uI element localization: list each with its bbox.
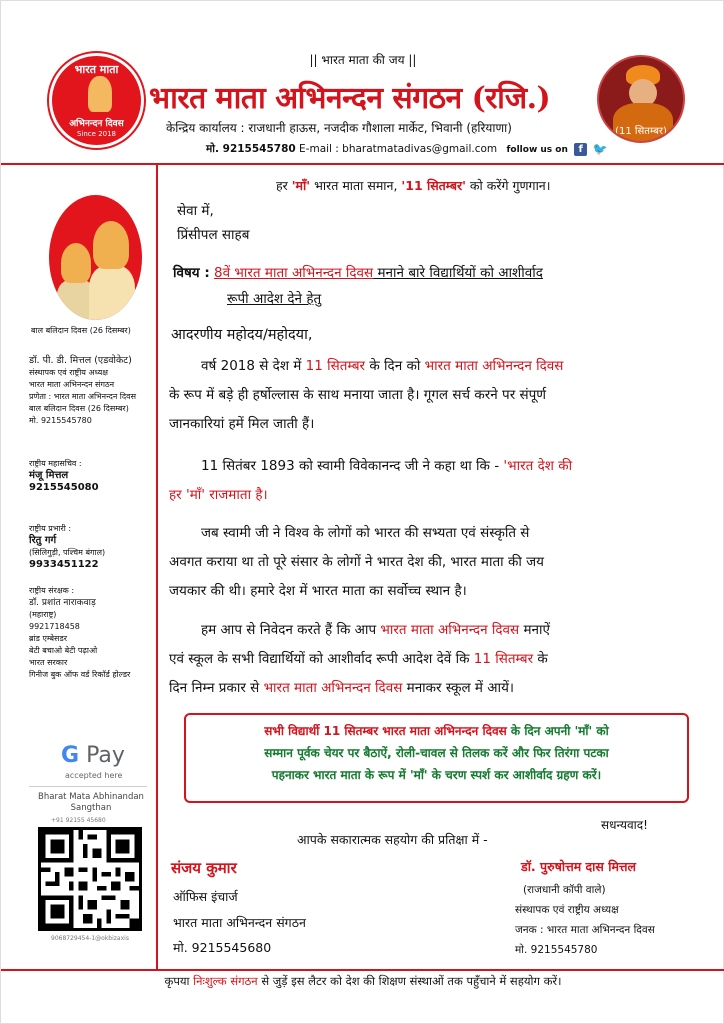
letterhead xyxy=(1,1,724,163)
footer-divider xyxy=(1,969,724,971)
signer-left-role: ऑफिस इंचार्ज xyxy=(173,889,238,904)
patron-title: राष्ट्रीय संरक्षक : xyxy=(29,586,75,595)
para4-line1 xyxy=(201,616,550,644)
founder-l3: प्रणेता : भारत माता अभिनन्दन दिवस xyxy=(29,392,136,401)
figure-head-2 xyxy=(93,221,129,269)
signer-right-name: डॉ. पुरुषोत्तम दास मित्तल xyxy=(521,859,637,874)
p2a: 11 सितंबर 1893 को स्वामी विवेकानन्द जी ने कहा था कि - xyxy=(201,458,504,474)
footer-note xyxy=(1,974,724,989)
to-line-1: सेवा में, xyxy=(177,203,214,219)
incharge-block xyxy=(29,523,154,571)
tagline xyxy=(276,177,551,194)
founder-l1: संस्थापक एवं राष्ट्रीय अध्यक्ष xyxy=(29,368,108,377)
founder-l4: बाल बलिदान दिवस (26 दिसम्बर) xyxy=(29,404,129,413)
sidebar xyxy=(1,165,156,969)
gpay-sub: accepted here xyxy=(65,771,123,780)
vivekananda-portrait xyxy=(597,55,685,143)
subject-highlight: 8वें भारत माता अभिनन्दन दिवस xyxy=(214,265,374,281)
payment-qr-code[interactable] xyxy=(38,827,142,931)
incharge-title: राष्ट्रीय प्रभारी : xyxy=(29,524,72,533)
sidebar-divider xyxy=(156,163,158,969)
tagline-d: '11 सितम्बर' xyxy=(401,178,466,193)
upi-id: 9068729454-1@okbizaxis xyxy=(51,935,129,942)
footer-a: कृपया xyxy=(164,974,194,988)
to-line-2: प्रिंसीपल साहब xyxy=(177,227,250,243)
para2-line2: हर 'माँ' राजमाता है। xyxy=(169,487,268,503)
twitter-icon[interactable]: 🐦 xyxy=(592,142,608,156)
p1a: वर्ष 2018 से देश में xyxy=(201,358,306,374)
subject-rest: मनाने बारे विद्यार्थियों को आशीर्वाद xyxy=(373,265,543,281)
instruction-box xyxy=(184,713,689,803)
await-line: आपके सकारात्मक सहयोग की प्रतिक्षा में - xyxy=(297,832,488,847)
para2-line1 xyxy=(201,452,572,480)
founder-block xyxy=(29,355,154,427)
portrait-caption: (11 सितम्बर) xyxy=(615,126,667,137)
patron-l1: (महाराष्ट्र) xyxy=(29,610,57,619)
para4-line3 xyxy=(169,674,514,702)
p4-3c: मनाकर स्कूल में आयें। xyxy=(402,680,515,696)
facebook-icon[interactable]: f xyxy=(574,143,587,156)
figure-head-1 xyxy=(61,243,91,283)
p1c: के दिन को xyxy=(365,358,425,374)
p4-3b: भारत माता अभिनन्दन दिवस xyxy=(263,680,403,696)
patron-block xyxy=(29,585,154,681)
gpay-g-icon: G xyxy=(61,743,80,768)
founder-l2: भारत माता अभिनन्दन संगठन xyxy=(29,380,115,389)
p4-2c: के xyxy=(533,651,548,667)
signer-left-org: भारत माता अभिनन्दन संगठन xyxy=(173,915,306,930)
jai-slogan: || भारत माता की जय || xyxy=(309,53,417,67)
p4-2a: एवं स्कूल के सभी विद्यार्थियों को आशीर्वाद रूपी आदेश देवें कि xyxy=(169,651,474,667)
figure-body-2 xyxy=(89,265,135,320)
patron-l5: गिनीज बुक ऑफ वर्ड रिकॉर्ड होल्डर xyxy=(29,670,131,679)
p1d: भारत माता अभिनन्दन दिवस xyxy=(424,358,564,374)
p4a: हम आप से निवेदन करते हैं कि आप xyxy=(201,622,381,638)
para1-line3: जानकारियां हमें मिल जाती हैं। xyxy=(169,416,315,432)
qr-caption: Bharat Mata Abhinandan Sangthan xyxy=(38,792,144,813)
gpay-logo xyxy=(61,743,125,768)
p2b: 'भारत देश की xyxy=(503,458,573,474)
secretary-phone: 9215545080 xyxy=(29,482,99,493)
footer-c: से जुड़ें इस लैटर को देश की शिक्षण संस्थाओं तक पहुँचाने में सहयोग करें। xyxy=(257,974,562,988)
box-l1a: सभी विद्यार्थी 11 सितम्बर भारत माता अभिनन्दन दिवस xyxy=(264,724,507,738)
para3-line1: जब स्वामी जी ने विश्व के लोगों को भारत की सभ्यता एवं संस्कृति से xyxy=(201,525,530,541)
tagline-b: 'माँ' xyxy=(291,178,311,193)
logo-text-2: अभिनन्दन दिवस xyxy=(69,119,124,129)
secretary-title: राष्ट्रीय महासचिव : xyxy=(29,459,82,468)
patron-l3: बेटी बचाओ बेटी पढ़ाओ xyxy=(29,646,98,655)
p4c: मनाऐं xyxy=(519,622,550,638)
incharge-phone: 9933451122 xyxy=(29,559,99,570)
sidebar-rule xyxy=(29,786,147,787)
tagline-c: भारत माता समान, xyxy=(310,178,402,193)
signer-right-l3: जनक : भारत माता अभिनन्दन दिवस xyxy=(515,924,655,936)
p4-2b: 11 सितम्बर xyxy=(473,651,534,667)
bharat-mata-figure-icon xyxy=(88,76,112,112)
para1-line1 xyxy=(201,352,563,380)
contact-line xyxy=(206,142,608,156)
gpay-word: Pay xyxy=(86,743,125,768)
patron-name: डॉ. प्रशांत नाराकवाड़ xyxy=(29,598,96,608)
box-l1b: के दिन अपनी 'माँ' को xyxy=(506,724,609,738)
box-line-1 xyxy=(194,720,679,742)
patron-phone: 9921718458 xyxy=(29,622,80,631)
sidebar-caption: बाल बलिदान दिवस (26 दिसम्बर) xyxy=(31,326,131,335)
hq-address: केन्द्रिय कार्यालय : राजधानी हाऊस, नजदीक गौशाला मार्केट, भिवानी (हरियाणा) xyxy=(166,121,512,135)
founder-name: डॉ. पी. डी. मित्तल (एडवोकेट) xyxy=(29,355,132,366)
footer-b: निःशुल्क संगठन xyxy=(193,974,258,988)
para4-line2 xyxy=(169,645,548,673)
logo-text-1: भारत माता xyxy=(74,63,119,76)
para3-line3: जयकार की थी। हमारे देश में भारत माता का सर्वोच्च स्थान है। xyxy=(169,583,467,599)
logo-text-3: Since 2018 xyxy=(76,130,117,138)
secretary-name: मंजू मित्तल xyxy=(29,470,69,481)
incharge-place: (सिलिगुड़ी, पश्चिम बंगाल) xyxy=(29,548,106,557)
p4b: भारत माता अभिनन्दन दिवस xyxy=(380,622,520,638)
tagline-a: हर xyxy=(276,178,292,193)
founder-phone: मो. 9215545780 xyxy=(29,416,92,425)
patron-l2: ब्रांड एम्बेसडर xyxy=(29,634,68,643)
follow-label: follow us on xyxy=(506,145,568,155)
salutation: आदरणीय महोदय/महोदया, xyxy=(171,327,313,343)
patron-l4: भारत सरकार xyxy=(29,658,68,667)
signer-right-l2: संस्थापक एवं राष्ट्रीय अध्यक्ष xyxy=(515,904,619,916)
signer-left-phone: मो. 9215545680 xyxy=(173,940,272,955)
para3-line2: अवगत कराया था तो पूरे संसार के लोगों ने भारत देश की, भारत माता की जय xyxy=(169,554,544,570)
subject-line-2: रूपी आदेश देने हेतु xyxy=(227,291,322,307)
signer-right-phone: मो. 9215545780 xyxy=(515,944,598,956)
secretary-block xyxy=(29,458,154,494)
para1-line2: के रूप में बड़े ही हर्षोल्लास के साथ मनाया जाता है। गूगल सर्च करने पर संपूर्ण xyxy=(169,387,547,403)
thanks: सधन्यवाद! xyxy=(601,818,648,832)
incharge-name: रितु गर्ग xyxy=(29,535,57,546)
tagline-e: को करेंगे गुणगान। xyxy=(465,178,551,193)
org-name: भारत माता अभिनन्दन संगठन (रजि.) xyxy=(149,81,551,116)
p4-3a: दिन निम्न प्रकार से xyxy=(169,680,264,696)
box-line-3: पहनाकर भारत माता के रूप में 'माँ' के चरण स्पर्श कर आशीर्वाद ग्रहण करें। xyxy=(271,768,602,782)
sahibzade-image xyxy=(49,195,142,320)
box-line-2: सम्मान पूर्वक चेयर पर बैठाऐं, रोली-चावल से तिलक करें और फिर तिरंगा पटका xyxy=(264,746,609,760)
signer-right-l1: (राजधानी कॉपी वाले) xyxy=(523,884,606,896)
qr-phone: +91 92155 45680 xyxy=(51,817,106,824)
header-phone: मो. 9215545780 xyxy=(206,143,296,155)
signer-left-name: संजय कुमार xyxy=(171,859,237,877)
subject xyxy=(173,259,543,287)
subject-label: विषय : xyxy=(173,265,210,281)
header-email: E-mail : bharatmatadivas@gmail.com xyxy=(299,143,498,155)
p1b: 11 सितम्बर xyxy=(305,358,366,374)
